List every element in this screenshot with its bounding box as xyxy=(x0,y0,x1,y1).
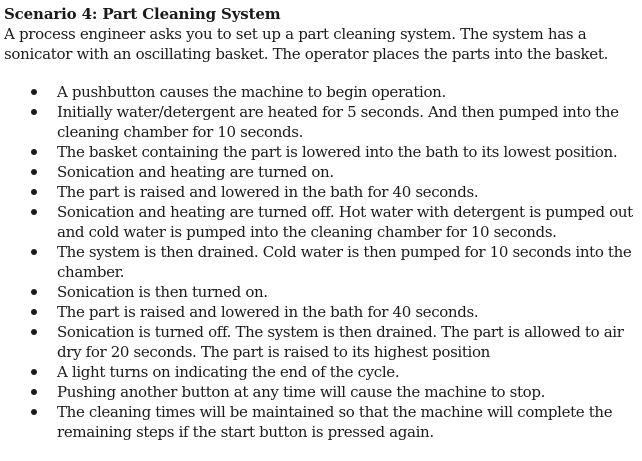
bullet-icon xyxy=(31,289,37,295)
list-item xyxy=(0,362,642,382)
scenario-title: Scenario 4: Part Cleaning System xyxy=(4,5,281,23)
bullet-icon xyxy=(31,249,37,255)
list-item xyxy=(0,382,642,402)
list-item xyxy=(0,102,642,142)
list-item xyxy=(0,282,642,302)
steps-list xyxy=(0,82,642,442)
list-item xyxy=(0,182,642,202)
bullet-icon xyxy=(31,409,37,415)
bullet-icon xyxy=(31,329,37,335)
step-text: The system is then drained. Cold water is then pumped for 10 seconds into the chamber. xyxy=(57,243,632,281)
bullet-icon xyxy=(31,169,37,175)
scenario-intro: A process engineer asks you to set up a part cleaning system. The system has a sonicator with an oscillating basket. The operator places the parts into the basket. xyxy=(4,25,609,63)
list-item xyxy=(0,142,642,162)
list-item xyxy=(0,302,642,322)
step-text: The basket containing the part is lowered into the bath to its lowest position. xyxy=(57,143,618,161)
bullet-icon xyxy=(31,109,37,115)
list-item xyxy=(0,402,642,442)
bullet-icon xyxy=(31,209,37,215)
list-item xyxy=(0,322,642,362)
bullet-icon xyxy=(31,309,37,315)
step-text: A pushbutton causes the machine to begin operation. xyxy=(57,83,446,101)
bullet-icon xyxy=(31,89,37,95)
list-item xyxy=(0,242,642,282)
bullet-icon xyxy=(31,369,37,375)
step-text: A light turns on indicating the end of the cycle. xyxy=(57,363,400,381)
step-text: Pushing another button at any time will cause the machine to stop. xyxy=(57,383,545,401)
step-text: Sonication and heating are turned off. Hot water with detergent is pumped out and cold water is pumped into the cleaning chamber for 10 seconds. xyxy=(57,203,633,241)
step-text: Initially water/detergent are heated for 5 seconds. And then pumped into the cleaning chamber for 10 seconds. xyxy=(57,103,619,141)
step-text: Sonication is turned off. The system is then drained. The part is allowed to air dry for 20 seconds. The part is raised to its highest position xyxy=(57,323,624,361)
list-item xyxy=(0,202,642,242)
step-text: The part is raised and lowered in the bath for 40 seconds. xyxy=(57,303,479,321)
list-item xyxy=(0,82,642,102)
step-text: Sonication is then turned on. xyxy=(57,283,268,301)
bullet-icon xyxy=(31,189,37,195)
step-text: The cleaning times will be maintained so that the machine will complete the remaining steps if the start button is pressed again. xyxy=(57,403,613,441)
bullet-icon xyxy=(31,389,37,395)
step-text: The part is raised and lowered in the bath for 40 seconds. xyxy=(57,183,479,201)
list-item xyxy=(0,162,642,182)
step-text: Sonication and heating are turned on. xyxy=(57,163,334,181)
bullet-icon xyxy=(31,149,37,155)
